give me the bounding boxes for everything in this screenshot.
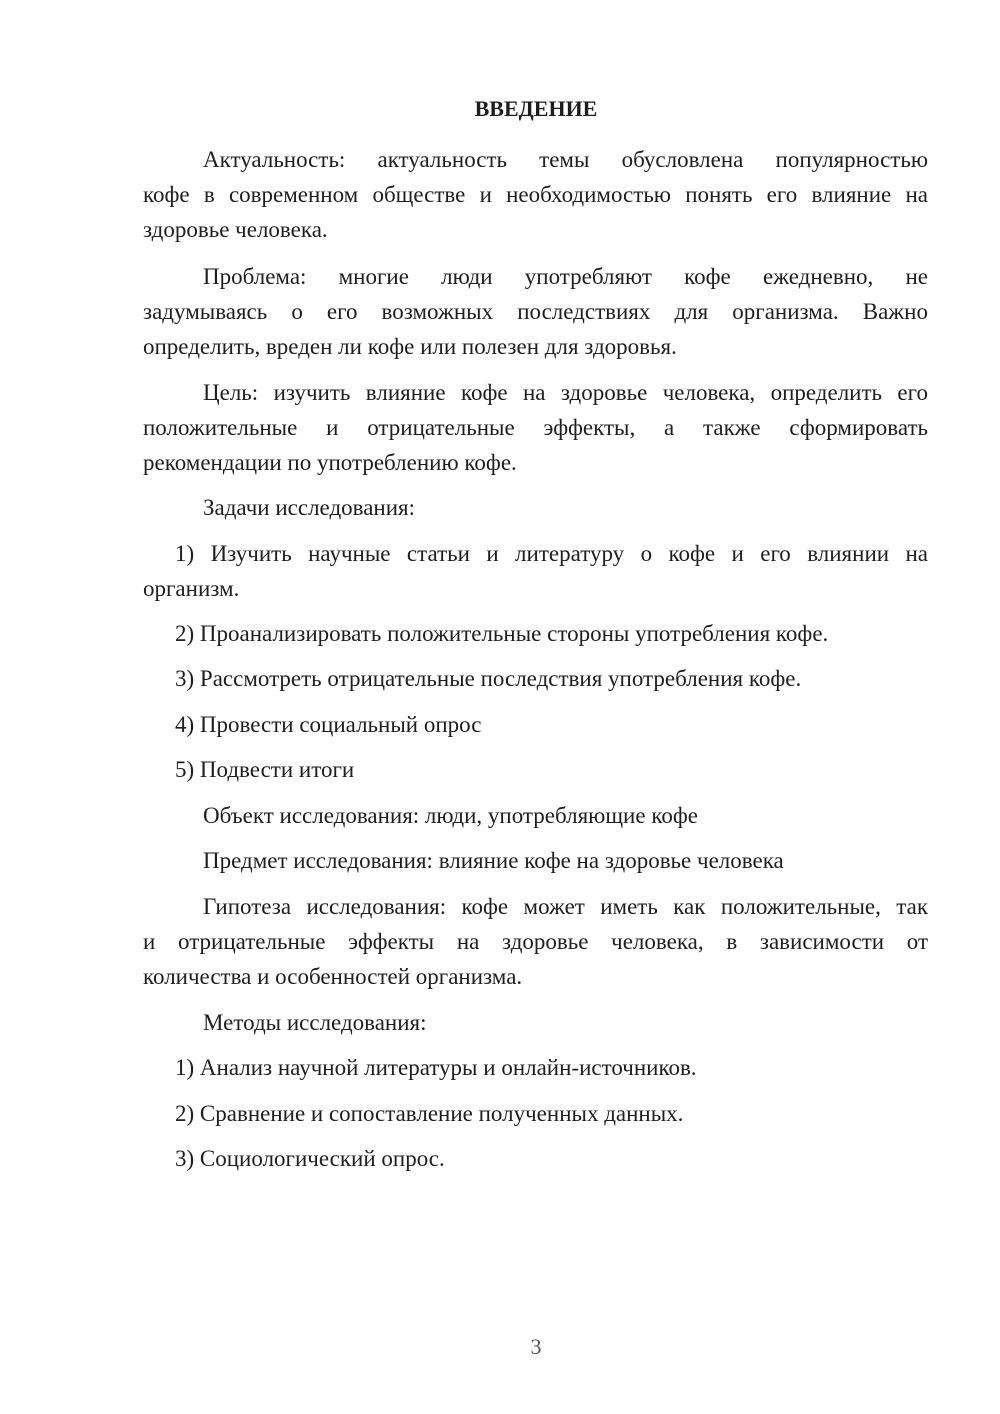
task-1-line-1: 1) Изучить научные статьи и литературу о кофе и его влиянии на [175,541,928,566]
goal-line-1: Цель: изучить влияние кофе на здоровье человека, определить его [203,380,928,405]
hypothesis-line-1: Гипотеза исследования: кофе может иметь как положительные, так [203,894,928,919]
task-3: 3) Рассмотреть отрицательные последствия употребления кофе. [175,666,802,691]
method-1: 1) Анализ научной литературы и онлайн-источников. [175,1055,697,1080]
goal-line-3: рекомендации по употреблению кофе. [143,450,517,475]
page-title: ВВЕДЕНИЕ [474,96,598,121]
methods-heading: Методы исследования: [203,1010,427,1035]
page-number: 3 [530,1334,542,1359]
task-5: 5) Подвести итоги [175,757,355,782]
relevance-line-1: Актуальность: актуальность темы обусловлена популярностью [203,147,928,172]
method-3: 3) Социологический опрос. [175,1146,445,1171]
method-2: 2) Сравнение и сопоставление полученных данных. [175,1101,684,1126]
hypothesis-line-2: и отрицательные эффекты на здоровье человека, в зависимости от [143,929,928,954]
research-object: Объект исследования: люди, употребляющие кофе [203,803,698,828]
problem-line-2: задумываясь о его возможных последствиях для организма. Важно [143,299,928,324]
research-subject: Предмет исследования: влияние кофе на здоровье человека [203,848,784,873]
problem-line-3: определить, вреден ли кофе или полезен для здоровья. [143,334,677,359]
problem-line-1: Проблема: многие люди употребляют кофе ежедневно, не [203,264,928,289]
relevance-line-2: кофе в современном обществе и необходимостью понять его влияние на [143,182,928,207]
task-4: 4) Провести социальный опрос [175,712,482,737]
task-2: 2) Проанализировать положительные стороны употребления кофе. [175,621,829,646]
relevance-line-3: здоровье человека. [143,217,328,242]
goal-line-2: положительные и отрицательные эффекты, а также сформировать [143,415,928,440]
tasks-heading: Задачи исследования: [203,495,416,520]
hypothesis-line-3: количества и особенностей организма. [143,964,523,989]
task-1-line-2: организм. [143,576,240,601]
